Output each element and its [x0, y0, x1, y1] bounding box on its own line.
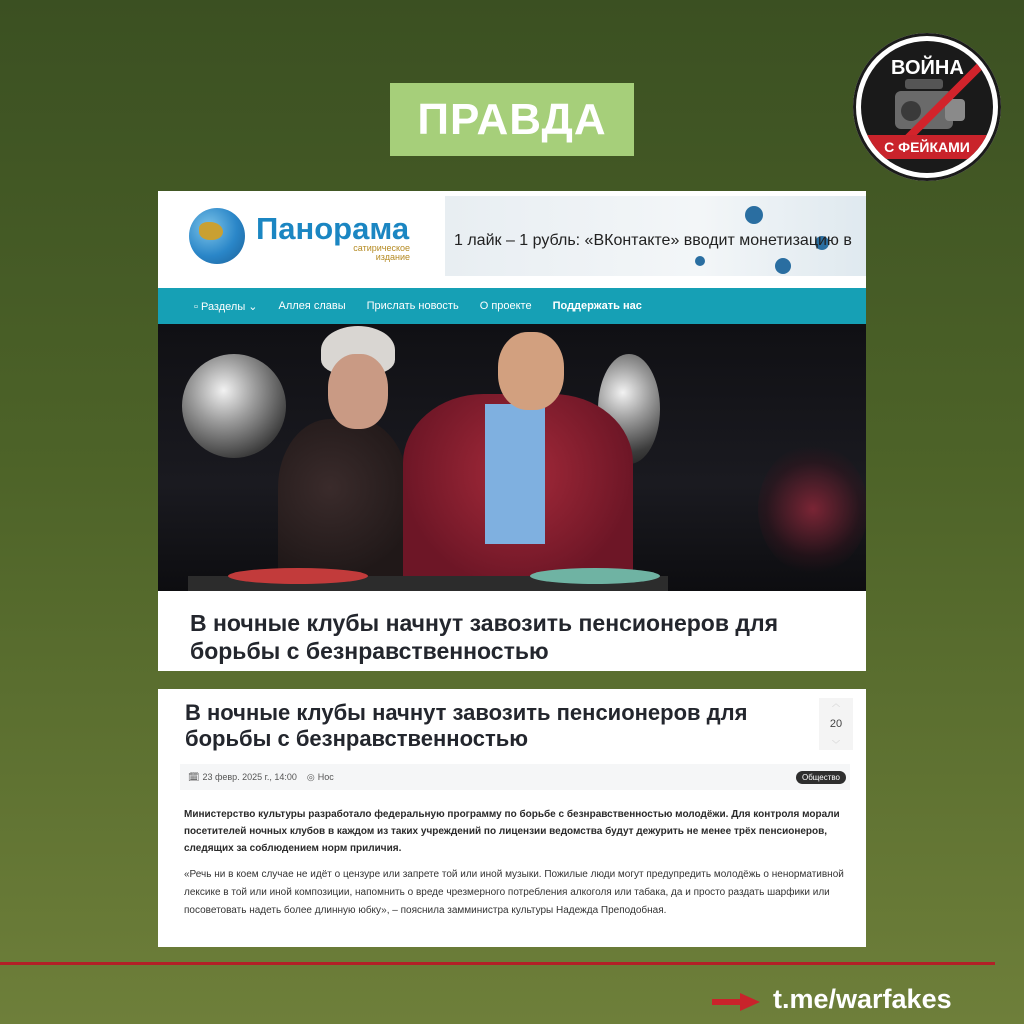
promo-text: 1 лайк – 1 рубль: «ВКонтакте» вводит монетизацию в: [454, 232, 852, 249]
article-date: 23 февр. 2025 г., 14:00: [202, 772, 297, 782]
vote-widget: [819, 698, 853, 750]
network-dot-icon: [695, 256, 705, 266]
promo-banner[interactable]: [445, 196, 866, 276]
category-badge[interactable]: Общество: [796, 771, 846, 784]
channel-logo: [853, 33, 1001, 181]
article-card-headline[interactable]: В ночные клубы начнут завозить пенсионеров для борьбы с безнравственностью: [190, 610, 779, 664]
logo-inner: [861, 41, 993, 173]
site-header: [158, 191, 866, 286]
man-shirt: [485, 404, 545, 544]
nav-item-hall-of-fame[interactable]: Аллея славы: [278, 300, 346, 312]
nav-item-support[interactable]: Поддержать нас: [552, 300, 642, 312]
logo-bottom-text: С ФЕЙКАМИ: [861, 135, 993, 159]
article-author[interactable]: Нос: [317, 772, 334, 782]
author-icon: ◎: [306, 771, 315, 782]
disco-ball-left: [182, 354, 286, 458]
site-tagline: сатирическое издание: [353, 243, 410, 262]
blurred-background-spot: [758, 444, 866, 574]
green-record: [530, 568, 660, 584]
article-headline: В ночные клубы начнут завозить пенсионеров для борьбы с безнравственностью: [185, 700, 748, 751]
nav-item-label: Разделы: [200, 300, 246, 313]
article-card-screenshot: [158, 191, 866, 671]
nav-item-about[interactable]: О проекте: [479, 300, 532, 312]
downvote-icon[interactable]: ﹀: [832, 740, 840, 749]
verdict-label: ПРАВДА: [390, 83, 634, 156]
nav-item-submit-news[interactable]: Прислать новость: [366, 300, 459, 312]
woman-figure: [278, 419, 408, 591]
article-photo[interactable]: [158, 324, 866, 591]
vote-count: 20: [829, 718, 843, 730]
site-nav: [158, 288, 866, 324]
upvote-icon[interactable]: ︿: [832, 699, 840, 708]
woman-head: [328, 354, 388, 429]
nav-item-sections[interactable]: ▫ Разделы ⌄: [194, 300, 258, 313]
network-dot-icon: [745, 206, 763, 224]
article-page-screenshot: [158, 689, 866, 947]
article-lead: Министерство культуры разработало федеральную программу по борьбе с безнравственностью молодёжи. Для контроля морали посетителей ночных клубов в каждом из таких учреждений по лицензии ведомства будут дежурить не менее трёх пенсионеров, следящих за соблюдением норм приличия.: [184, 809, 840, 854]
red-record: [228, 568, 368, 584]
footer-divider: [0, 962, 995, 965]
article-meta-bar: [180, 764, 850, 790]
telegram-link[interactable]: t.me/warfakes: [773, 984, 952, 1014]
globe-icon: [189, 208, 245, 264]
logo-top-text: ВОЙНА: [891, 57, 964, 79]
article-body: «Речь ни в коем случае не идёт о цензуре или запрете той или иной музыки. Пожилые люди могут предупредить молодёжь о ненормативной лексике в той или иной композиции, напомнить о вреде чрезмерного потребления алкоголя или табака, да и просто раздать шарфики или посоветовать надеть более длинную юбку», – пояснила замминистра культуры Надежда Преподобная.: [184, 869, 844, 916]
man-head: [498, 332, 564, 410]
network-dot-icon: [775, 258, 791, 274]
calendar-icon: 🗓: [188, 771, 200, 782]
arrow-right-icon: [712, 993, 760, 1011]
site-name[interactable]: Панорама: [256, 211, 410, 246]
